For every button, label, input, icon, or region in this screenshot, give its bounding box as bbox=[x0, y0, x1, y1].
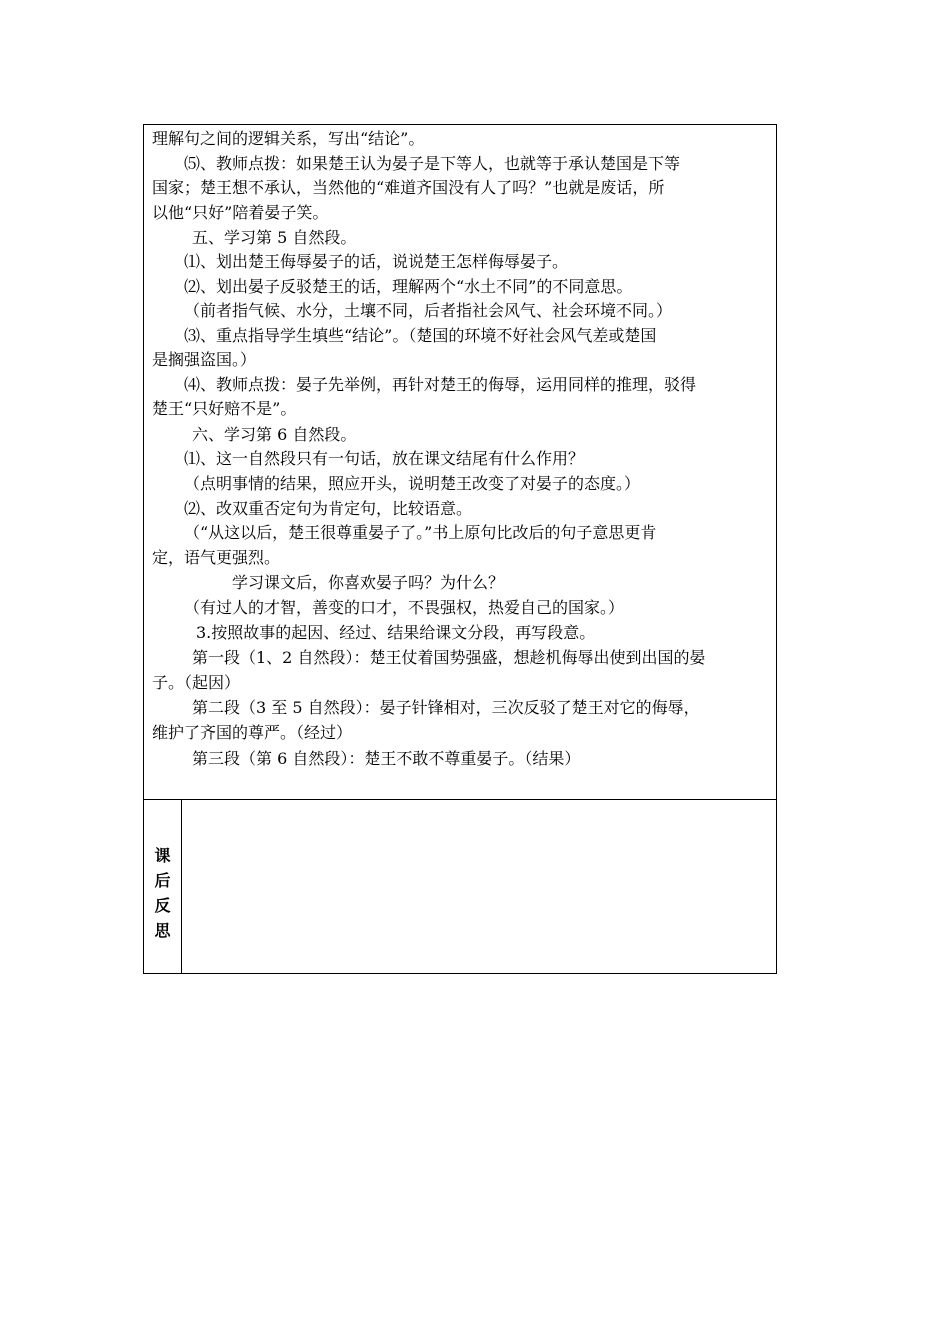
reflection-label-cell bbox=[144, 799, 182, 973]
text-line: 3.按照故事的起因、经过、结果给课文分段，再写段意。 bbox=[196, 623, 596, 642]
reflection-label bbox=[144, 843, 181, 943]
label-char: 课 bbox=[154, 846, 171, 865]
text-line: 以他“只好”陪着晏子笑。 bbox=[152, 203, 329, 222]
text-line: ⑴、这一自然段只有一句话，放在课文结尾有什么作用？ bbox=[184, 449, 585, 468]
text-line: 第三段（第 6 自然段）：楚王不敢不尊重晏子。（结果） bbox=[192, 749, 581, 768]
text-line: （有过人的才智，善变的口才，不畏强权，热爱自己的国家。） bbox=[184, 598, 625, 617]
text-line: 是搁强盗国。） bbox=[152, 350, 257, 369]
text-line: ⑷、教师点拨：晏子先举例，再针对楚王的侮辱，运用同样的推理，驳得 bbox=[184, 375, 697, 394]
label-char: 思 bbox=[154, 921, 171, 940]
label-char: 后 bbox=[154, 871, 171, 890]
text-line: ⑶、重点指导学生填些“结论”。（楚国的环境不好社会风气差或楚国 bbox=[184, 326, 657, 345]
text-line: ⑵、划出晏子反驳楚王的话，理解两个“水土不同”的不同意思。 bbox=[184, 277, 633, 296]
text-line: （“从这以后，楚王很尊重晏子了。”书上原句比改后的句子意思更肯 bbox=[184, 523, 657, 542]
lesson-plan-table bbox=[143, 124, 777, 974]
text-line: 维护了齐国的尊严。（经过） bbox=[152, 723, 353, 742]
text-line: 第二段（3 至 5 自然段）：晏子针锋相对，三次反驳了楚王对它的侮辱， bbox=[192, 698, 700, 717]
teaching-content-cell bbox=[144, 125, 776, 800]
text-line: 子。（起因） bbox=[152, 673, 241, 692]
text-line: ⑸、教师点拨：如果楚王认为晏子是下等人，也就等于承认楚国是下等 bbox=[184, 154, 681, 173]
text-line: （前者指气候、水分，土壤不同，后者指社会风气、社会环境不同。） bbox=[184, 301, 673, 320]
text-line: ⑵、改双重否定句为肯定句，比较语意。 bbox=[184, 499, 473, 518]
text-line: 国家；楚王想不承认，当然他的“难道齐国没有人了吗？”也就是废话，所 bbox=[152, 178, 665, 197]
text-line: 定，语气更强烈。 bbox=[152, 548, 281, 567]
text-line: ⑴、划出楚王侮辱晏子的话，说说楚王怎样侮辱晏子。 bbox=[184, 252, 569, 271]
text-line: （点明事情的结果，照应开头，说明楚王改变了对晏子的态度。） bbox=[184, 474, 641, 493]
text-line: 第一段（1、2 自然段）：楚王仗着国势强盛，想趁机侮辱出使到出国的晏 bbox=[192, 648, 706, 667]
text-line: 学习课文后，你喜欢晏子吗？为什么？ bbox=[232, 573, 505, 592]
text-line: 楚王“只好赔不是”。 bbox=[152, 399, 297, 418]
section-heading: 五、学习第 5 自然段。 bbox=[192, 228, 357, 247]
text-line: 理解句之间的逻辑关系，写出“结论”。 bbox=[152, 129, 425, 148]
label-char: 反 bbox=[154, 896, 171, 915]
section-heading: 六、学习第 6 自然段。 bbox=[192, 425, 357, 444]
